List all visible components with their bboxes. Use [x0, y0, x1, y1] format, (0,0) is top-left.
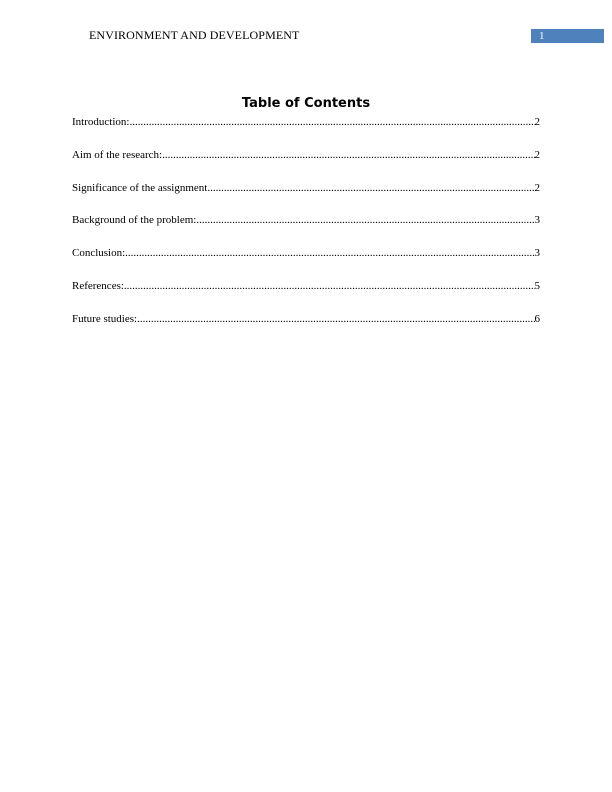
- toc-entry-label: Significance of the assignment: [72, 181, 208, 194]
- toc-dot-leader: [125, 246, 534, 260]
- toc-entry-label: Aim of the research:: [72, 148, 163, 161]
- toc-dot-leader: [207, 181, 534, 195]
- toc-entry-label: Conclusion:: [72, 247, 126, 260]
- toc-entry-page: 5: [534, 279, 540, 292]
- toc-entry-page: 2: [534, 148, 540, 161]
- toc-entry-introduction[interactable]: [72, 115, 540, 129]
- toc-entry-future-studies[interactable]: [72, 312, 540, 326]
- toc-entry-references[interactable]: [72, 279, 540, 293]
- toc-entry-page: 6: [534, 312, 540, 325]
- toc-dot-leader: [162, 148, 534, 162]
- toc-entry-aim-of-the-research[interactable]: [72, 148, 540, 162]
- toc-dot-leader: [196, 213, 534, 227]
- toc-entry-label: Future studies:: [72, 312, 138, 325]
- toc-entry-page: 3: [534, 214, 540, 227]
- toc-entry-background[interactable]: [72, 213, 540, 227]
- page-number-badge: 1: [531, 29, 604, 43]
- toc-entry-page: 2: [534, 116, 540, 128]
- toc-entry-page: 3: [534, 247, 540, 260]
- toc-entry-page: 2: [534, 181, 540, 194]
- toc-dot-leader: [129, 115, 534, 129]
- toc-dot-leader: [124, 279, 535, 293]
- toc-entry-label: Background of the problem:: [72, 214, 197, 227]
- running-header-title: ENVIRONMENT AND DEVELOPMENT: [89, 28, 300, 42]
- toc-entry-label: Introduction:: [72, 116, 130, 128]
- table-of-contents: [72, 115, 540, 345]
- toc-entry-conclusion[interactable]: [72, 246, 540, 260]
- toc-heading: Table of Contents: [241, 96, 371, 111]
- page-header: [0, 0, 612, 60]
- toc-entry-significance[interactable]: [72, 181, 540, 195]
- toc-dot-leader: [137, 312, 534, 326]
- toc-entry-label: References:: [72, 279, 124, 292]
